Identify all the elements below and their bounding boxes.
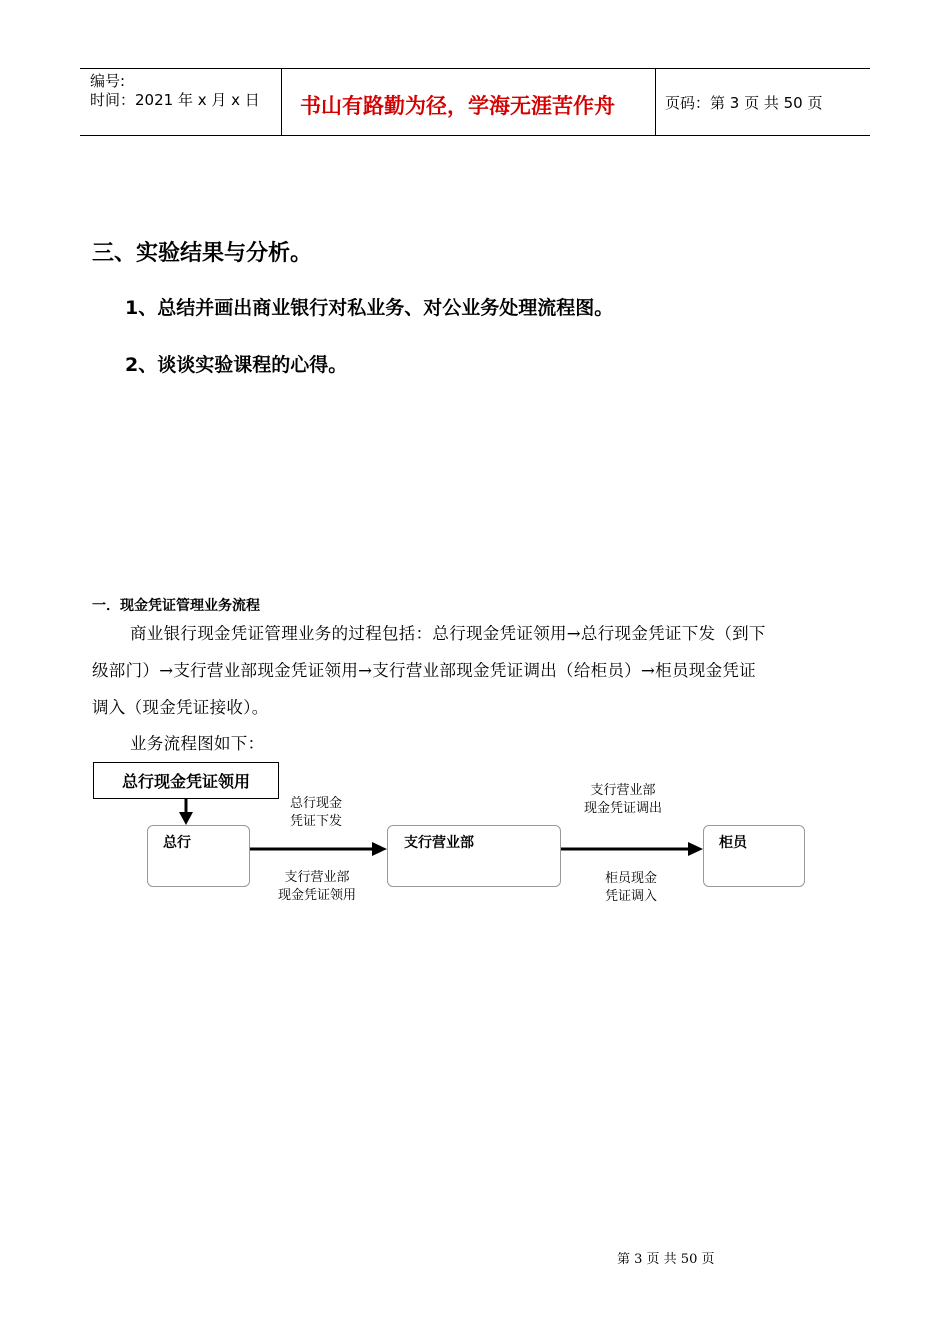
process-paragraph-line-1: 商业银行现金凭证管理业务的过程包括：总行现金凭证领用→总行现金凭证下发（到下 xyxy=(130,624,766,643)
header-number-label: 编号: xyxy=(90,72,126,90)
arrow-branch-to-teller xyxy=(560,842,703,856)
arrow1-bottom-label: 支行营业部 现金凭证领用 xyxy=(277,870,356,903)
section-three-item-1: 1、总结并画出商业银行对私业务、对公业务处理流程图。 xyxy=(125,297,614,319)
section-three-item-2: 2、谈谈实验课程的心得。 xyxy=(125,354,348,376)
process-paragraph-line-3: 调入（现金凭证接收）。 xyxy=(92,698,269,717)
flow-intro: 业务流程图如下： xyxy=(130,734,265,753)
node-teller-label: 柜员 xyxy=(719,835,747,851)
arrow-start-to-head-office xyxy=(179,798,193,825)
arrow2-bottom-label: 柜员现金 凭证调入 xyxy=(604,871,657,904)
node-head-office-label: 总行 xyxy=(163,835,191,851)
start-box-label: 总行现金凭证领用 xyxy=(121,772,250,791)
section-three-title: 三、实验结果与分析。 xyxy=(92,241,313,266)
footer-page-number: 第 3 页 共 50 页 xyxy=(617,1252,715,1267)
header-time-label: 时间：2021 年 x 月 x 日 xyxy=(90,91,260,109)
process-title: 一．现金凭证管理业务流程 xyxy=(92,598,260,614)
arrow1-top-label: 总行现金 凭证下发 xyxy=(289,796,342,829)
header-motto: 书山有路勤为径，学海无涯苦作舟 xyxy=(300,94,615,118)
node-branch-label: 支行营业部 xyxy=(404,835,474,851)
header-page-info: 页码：第 3 页 共 50 页 xyxy=(665,94,823,112)
arrow2-top-label: 支行营业部 现金凭证调出 xyxy=(583,783,662,816)
arrow-head-office-to-branch xyxy=(249,842,387,856)
process-paragraph-line-2: 级部门）→支行营业部现金凭证领用→支行营业部现金凭证调出（给柜员）→柜员现金凭证 xyxy=(92,661,756,680)
